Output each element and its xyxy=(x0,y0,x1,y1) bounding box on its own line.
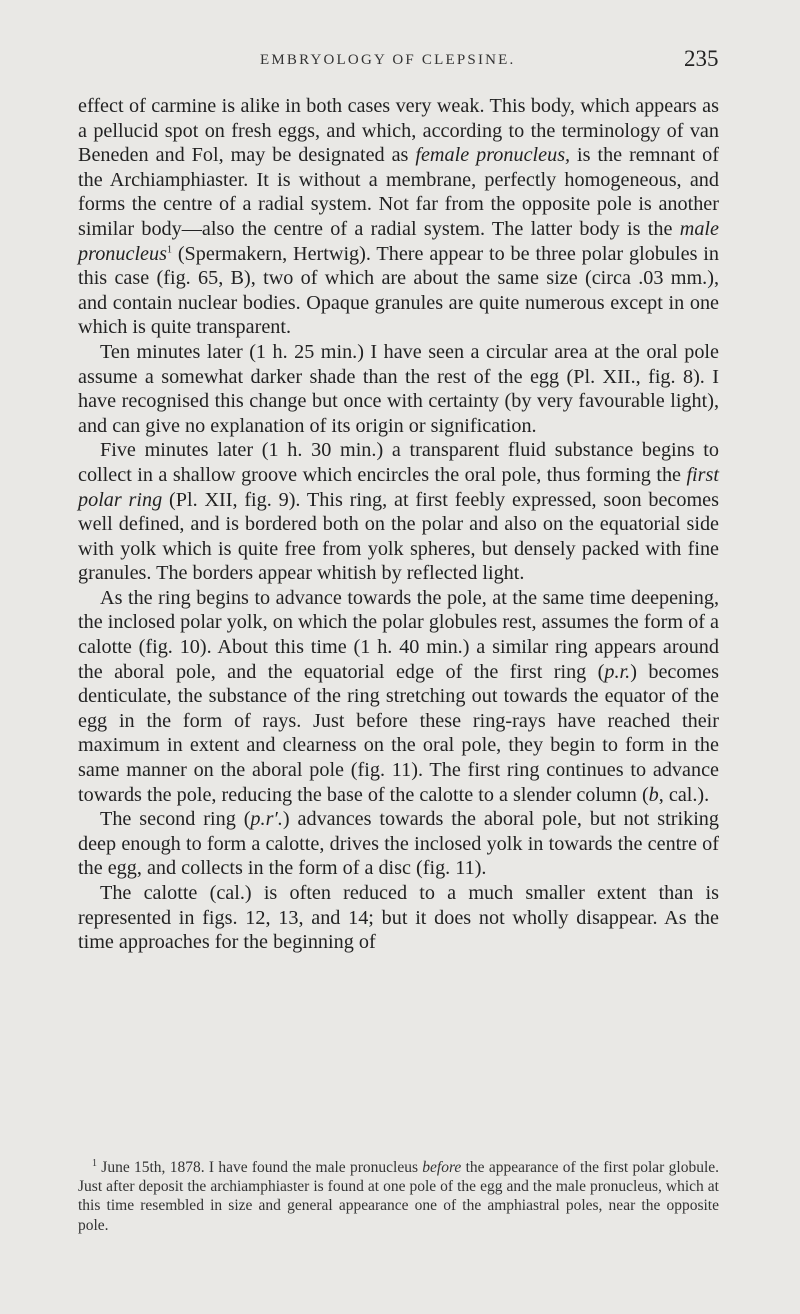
paragraph: effect of carmine is alike in both cases very weak. This body, which appears as a pellucid spot on fresh eggs, and which, according to the terminology of van Beneden and Fol, may be designated as female pronucleus, is the remnant of the Archiamphiaster. It is without a membrane, perfectly homogeneous, and forms the centre of a radial system. Not far from the opposite pole is another similar body—also the centre of a radial system. The latter body is the male pronucleus$^1$ (Spermakern, Hertwig). There appear to be three polar globules in this case (fig. 65, B), two of which are about the same size (circa .03 mm.), and contain nuclear bodies. Opaque granules are quite numerous except in one which is quite transparent. xyxy=(78,95,719,339)
footnote-reference: 1 xyxy=(166,243,172,255)
running-title: EMBRYOLOGY OF CLEPSINE. xyxy=(260,52,516,68)
label-b: b xyxy=(648,783,659,806)
footnotes xyxy=(78,1158,719,1235)
label-pr: p.r. xyxy=(604,660,631,683)
term-male-pronucleus: male pronucleus xyxy=(78,217,719,265)
paragraph: Ten minutes later (1 h. 25 min.) I have seen a circular area at the oral pole assume a somewhat darker shade than the rest of the egg (Pl. XII., fig. 8). I have recognised this change but once with certainty (by very favourable light), and can give no explanation of its origin or signification. xyxy=(78,340,719,437)
footnote-number: 1 xyxy=(92,1157,97,1169)
paragraph: The second ring (p.r′.) advances towards the aboral pole, but not striking deep enough to form a calotte, drives the inclosed yolk in towards the centre of the egg, and collects in the form of a disc (fig. 11). xyxy=(78,808,719,880)
paragraph: The calotte (cal.) is often reduced to a much smaller extent than is represented in figs. 12, 13, and 14; but it does not wholly disappear. As the time approaches for the beginning of xyxy=(78,882,719,954)
page-header xyxy=(0,44,800,84)
footnote-emphasis: before xyxy=(422,1159,462,1176)
paragraph: Five minutes later (1 h. 30 min.) a transparent fluid substance begins to collect in a shallow groove which encircles the oral pole, thus forming the first polar ring (Pl. XII, fig. 9). This ring, at first feebly expressed, soon becomes well defined, and is bordered both on the polar and also on the equatorial side with yolk which is quite free from yolk spheres, but densely packed with fine granules. The borders appear whitish by reflected light. xyxy=(78,439,719,585)
body-text xyxy=(78,94,719,955)
term-female-pronucleus: female pronucleus, xyxy=(415,144,571,167)
term-first-polar-ring: first polar ring xyxy=(78,463,719,511)
paragraph: As the ring begins to advance towards the pole, at the same time deepening, the inclosed polar yolk, on which the polar globules rest, assumes the form of a calotte (fig. 10). About this time (1 h. 40 min.) a similar ring appears around the aboral pole, and the equatorial edge of the first ring (p.r.) becomes denticulate, the substance of the ring stretching out towards the equator of the egg in the form of rays. Just before these ring-rays have reached their maximum in extent and clearness on the oral pole, they begin to form in the same manner on the aboral pole (fig. 11). The first ring continues to advance towards the pole, reducing the base of the calotte to a slender column (b, cal.). xyxy=(78,586,719,806)
footnote: $^1$ June 15th, 1878. I have found the male pronucleus before the appearance of the first polar globule. Just after deposit the archiamphiaster is found at one pole of the egg and the male pronucleus, which at this time resembled in size and general appearance one of the amphiastral poles, near the opposite pole. xyxy=(78,1157,720,1234)
label-pr-prime: p.r′. xyxy=(250,808,283,831)
page-number: 235 xyxy=(684,46,719,71)
